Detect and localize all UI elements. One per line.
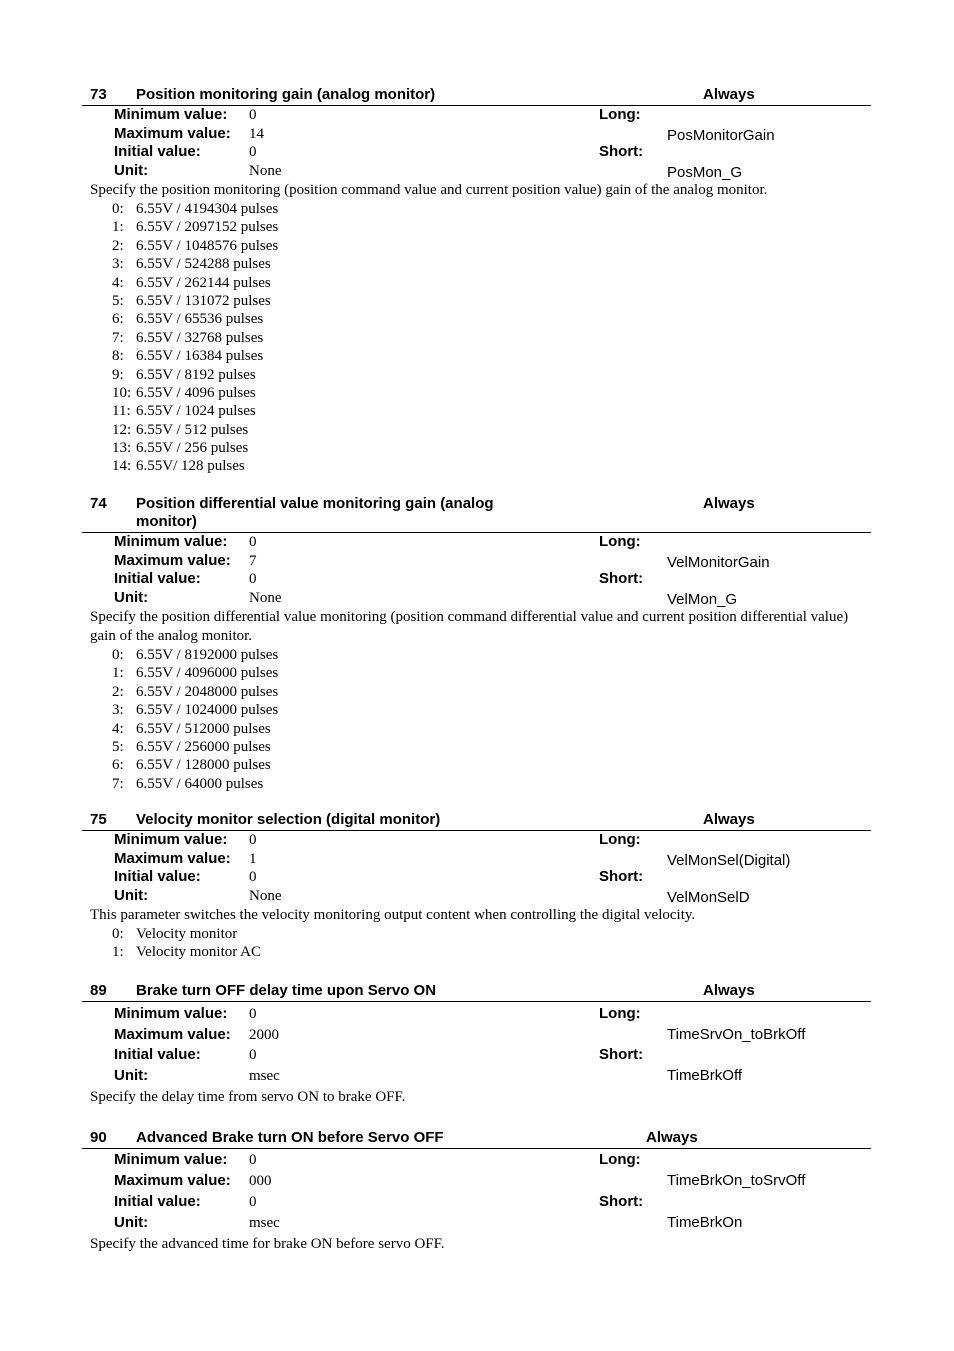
param-section-89: [82, 982, 871, 1105]
param-title: Position monitoring gain (analog monitor): [136, 86, 436, 103]
param-number: 75: [90, 811, 107, 828]
list-item: 5: 6.55V / 131072 pulses: [112, 292, 271, 309]
list-item: 0: 6.55V / 4194304 pulses: [112, 201, 279, 217]
max-label: Maximum value:: [114, 850, 231, 867]
short-name: PosMon_G: [667, 164, 743, 181]
initial-value: 0: [249, 1194, 257, 1210]
list-item: 7: 6.55V / 32768 pulses: [112, 329, 264, 346]
list-item: 5: 6.55V / 256000 pulses: [112, 738, 271, 755]
param-header: [82, 495, 871, 533]
unit-label: Unit:: [114, 887, 149, 904]
long-label: Long:: [599, 1151, 641, 1168]
unit-value: None: [249, 888, 282, 904]
list-item: 9: 6.55V / 8192 pulses: [112, 366, 256, 383]
param-title: Advanced Brake turn ON before Servo OFF: [136, 1129, 444, 1146]
short-label: Short:: [599, 570, 644, 587]
list-item: 11: 6.55V / 1024 pulses: [112, 403, 256, 420]
long-name: VelMonSel(Digital): [667, 852, 791, 869]
param-condition: Always: [703, 86, 755, 103]
min-label: Minimum value:: [114, 1151, 228, 1168]
min-value: 0: [249, 1006, 257, 1022]
long-name: TimeBrkOn_toSrvOff: [667, 1172, 806, 1189]
min-value: 0: [249, 534, 257, 550]
list-item: 12: 6.55V / 512 pulses: [112, 421, 249, 438]
max-label: Maximum value:: [114, 125, 231, 142]
param-section-90: [82, 1129, 871, 1252]
param-number: 90: [90, 1129, 107, 1146]
param-title: Velocity monitor selection (digital monitor): [136, 811, 441, 828]
long-label: Long:: [599, 533, 641, 550]
list-item: 2: 6.55V / 1048576 pulses: [112, 237, 279, 254]
param-description: Specify the position differential value monitoring (position command differential value and current position differential value) gain of the analog monitor.: [90, 609, 849, 644]
list-item: 7: 6.55V / 64000 pulses: [112, 775, 264, 792]
list-item: 4: 6.55V / 512000 pulses: [112, 720, 271, 737]
list-item: 0: Velocity monitor: [112, 926, 238, 942]
initial-value: 0: [249, 1047, 257, 1063]
min-label: Minimum value:: [114, 106, 228, 123]
param-title: Brake turn OFF delay time upon Servo ON: [136, 982, 437, 999]
list-item: 4: 6.55V / 262144 pulses: [112, 274, 271, 291]
max-value: 14: [249, 126, 264, 142]
long-label: Long:: [599, 1005, 641, 1022]
list-item: 3: 6.55V / 524288 pulses: [112, 256, 271, 273]
list-item: 6: 6.55V / 128000 pulses: [112, 757, 271, 774]
short-name: TimeBrkOn: [667, 1214, 743, 1231]
param-header: [82, 982, 871, 1002]
param-condition: Always: [703, 811, 755, 828]
list-item: 2: 6.55V / 2048000 pulses: [112, 683, 279, 700]
param-description: Specify the advanced time for brake ON before servo OFF.: [90, 1236, 445, 1252]
unit-label: Unit:: [114, 1067, 149, 1084]
param-section-74: [82, 495, 871, 792]
long-name: TimeSrvOn_toBrkOff: [667, 1026, 806, 1043]
short-name: VelMon_G: [667, 591, 738, 608]
short-label: Short:: [599, 143, 644, 160]
param-number: 73: [90, 86, 107, 103]
short-label: Short:: [599, 1193, 644, 1210]
option-list: [112, 925, 261, 962]
max-label: Maximum value:: [114, 552, 231, 569]
min-value: 0: [249, 107, 257, 123]
unit-value: None: [249, 163, 282, 179]
list-item: 0: 6.55V / 8192000 pulses: [112, 647, 279, 663]
param-header: [82, 811, 871, 831]
min-value: 0: [249, 832, 257, 848]
param-description: Specify the position monitoring (position command value and current position value) gain of the analog monitor.: [90, 182, 768, 198]
list-item: 13: 6.55V / 256 pulses: [112, 440, 249, 457]
initial-value: 0: [249, 869, 257, 885]
param-section-73: [82, 86, 871, 475]
initial-label: Initial value:: [114, 1193, 201, 1210]
short-name: TimeBrkOff: [667, 1067, 743, 1084]
long-label: Long:: [599, 106, 641, 123]
param-title: Position differential value monitoring gain (analog monitor): [136, 495, 494, 530]
param-condition: Always: [703, 495, 755, 512]
param-header: [82, 1129, 871, 1149]
param-condition: Always: [646, 1129, 698, 1146]
list-item: 8: 6.55V / 16384 pulses: [112, 348, 264, 365]
unit-value: None: [249, 590, 282, 606]
param-header: [82, 86, 871, 106]
long-name: PosMonitorGain: [667, 127, 775, 144]
param-number: 74: [90, 495, 107, 512]
param-description: Specify the delay time from servo ON to brake OFF.: [90, 1089, 406, 1105]
max-value: 1: [249, 851, 257, 867]
unit-value: msec: [249, 1068, 280, 1084]
unit-label: Unit:: [114, 589, 149, 606]
unit-label: Unit:: [114, 1214, 149, 1231]
max-value: 000: [249, 1173, 272, 1189]
list-item: 3: 6.55V / 1024000 pulses: [112, 702, 279, 719]
list-item: 1: Velocity monitor AC: [112, 944, 261, 961]
max-value: 2000: [249, 1027, 279, 1043]
initial-label: Initial value:: [114, 143, 201, 160]
long-name: VelMonitorGain: [667, 554, 770, 571]
list-item: 10: 6.55V / 4096 pulses: [112, 384, 256, 401]
initial-value: 0: [249, 144, 257, 160]
initial-label: Initial value:: [114, 570, 201, 587]
list-item: 1: 6.55V / 4096000 pulses: [112, 665, 279, 682]
list-item: 6: 6.55V / 65536 pulses: [112, 311, 264, 328]
min-label: Minimum value:: [114, 831, 228, 848]
initial-label: Initial value:: [114, 1046, 201, 1063]
list-item: 1: 6.55V / 2097152 pulses: [112, 219, 279, 236]
long-label: Long:: [599, 831, 641, 848]
min-label: Minimum value:: [114, 533, 228, 550]
min-label: Minimum value:: [114, 1005, 228, 1022]
list-item: 14: 6.55V/ 128 pulses: [112, 458, 245, 475]
max-label: Maximum value:: [114, 1026, 231, 1043]
max-label: Maximum value:: [114, 1172, 231, 1189]
short-name: VelMonSelD: [667, 889, 750, 906]
unit-label: Unit:: [114, 162, 149, 179]
short-label: Short:: [599, 1046, 644, 1063]
min-value: 0: [249, 1152, 257, 1168]
option-list: [112, 200, 278, 476]
initial-label: Initial value:: [114, 868, 201, 885]
param-section-75: [82, 811, 871, 961]
option-list: [112, 646, 278, 793]
unit-value: msec: [249, 1215, 280, 1231]
param-number: 89: [90, 982, 107, 999]
param-condition: Always: [703, 982, 755, 999]
short-label: Short:: [599, 868, 644, 885]
param-description: This parameter switches the velocity monitoring output content when controlling the digital velocity.: [90, 907, 696, 923]
max-value: 7: [249, 553, 257, 569]
initial-value: 0: [249, 571, 257, 587]
